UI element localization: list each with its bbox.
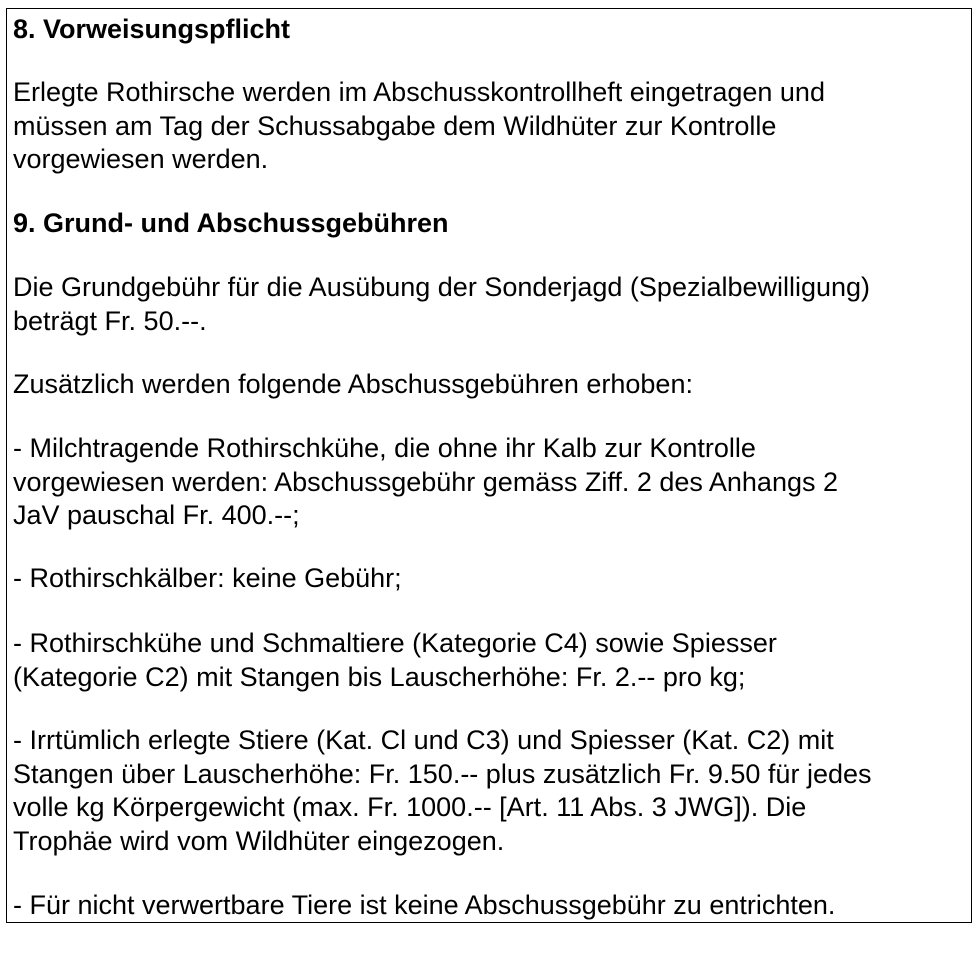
- paragraph-line: Zusätzlich werden folgende Abschussgebühren erhoben:: [13, 369, 693, 399]
- section-9-heading: [13, 207, 449, 241]
- fee-item-mistaken-stags: [13, 724, 872, 858]
- list-item-line: (Kategorie C2) mit Stangen bis Lauscherhöhe: Fr. 2.-- pro kg;: [13, 661, 746, 692]
- list-item-line: - Rothirschkühe und Schmaltiere (Kategorie C4) sowie Spiesser: [13, 628, 777, 658]
- list-item-line: volle kg Körpergewicht (max. Fr. 1000.-- [Art. 11 Abs. 3 JWG]). Die: [13, 792, 807, 823]
- section-8-heading: [13, 13, 290, 47]
- fees-intro: [13, 368, 693, 402]
- paragraph-line: Erlegte Rothirsche werden im Abschusskontrollheft eingetragen und: [13, 77, 825, 107]
- list-item-line: - Milchtragende Rothirschkühe, die ohne ihr Kalb zur Kontrolle: [13, 433, 756, 463]
- fee-item-calves: [13, 562, 402, 596]
- list-item-line: - Irrtümlich erlegte Stiere (Kat. Cl und C3) und Spiesser (Kat. C2) mit: [13, 725, 834, 755]
- list-item-line: Stangen über Lauscherhöhe: Fr. 150.-- plus zusätzlich Fr. 9.50 für jedes: [13, 758, 872, 789]
- section-8-heading-text: 8. Vorweisungspflicht: [13, 14, 291, 44]
- list-item-line: JaV pauschal Fr. 400.--;: [13, 500, 300, 531]
- paragraph-line: vorgewiesen werden.: [13, 144, 269, 175]
- section-8-paragraph: [13, 76, 825, 177]
- paragraph-line: beträgt Fr. 50.--.: [13, 305, 207, 336]
- list-item-line: vorgewiesen werden: Abschussgebühr gemäss Ziff. 2 des Anhangs 2: [13, 466, 839, 497]
- fee-item-cows-and-spikers: [13, 627, 777, 694]
- paragraph-line: Die Grundgebühr für die Ausübung der Sonderjagd (Spezialbewilligung): [13, 272, 871, 302]
- document-frame: [6, 8, 972, 923]
- fee-item-milk-cows: [13, 432, 838, 533]
- section-9-heading-text: 9. Grund- und Abschussgebühren: [13, 208, 449, 238]
- basic-fee-paragraph: [13, 271, 870, 338]
- paragraph-line: müssen am Tag der Schussabgabe dem Wildhüter zur Kontrolle: [13, 110, 777, 141]
- fee-item-unusable-animals: [13, 889, 835, 923]
- list-item-line: - Für nicht verwertbare Tiere ist keine Abschussgebühr zu entrichten.: [13, 890, 836, 920]
- list-item-line: - Rothirschkälber: keine Gebühr;: [13, 563, 402, 593]
- list-item-line: Trophäe wird vom Wildhüter eingezogen.: [13, 825, 505, 856]
